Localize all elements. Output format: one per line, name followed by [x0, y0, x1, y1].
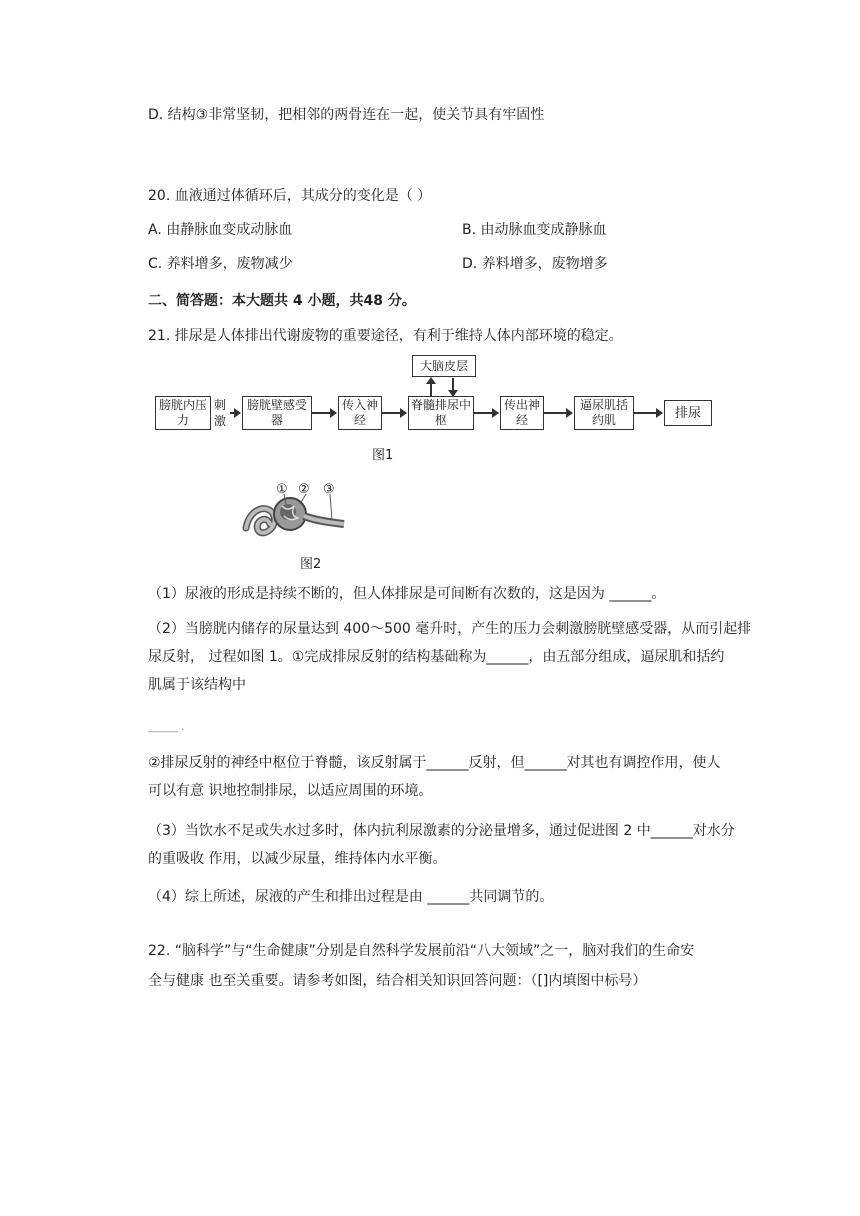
q21-part2b-line2: 可以有意 识地控制排尿，以适应周围的环境。 [148, 783, 433, 799]
arrow-1 [230, 412, 240, 414]
q20-option-d: D. 养料增多，废物增多 [462, 256, 608, 272]
box-bladder-receptor: 膀胱壁感受器 [242, 396, 312, 430]
arrow-6 [634, 412, 662, 414]
q22-line1: 22. “脑科学”与“生命健康”分别是自然科学发展前沿“八大领域”之一，脑对我们的生命安 [148, 943, 695, 959]
figure2-caption: 图2 [300, 557, 322, 572]
q20-option-b: B. 由动脉血变成静脉血 [462, 222, 607, 238]
arrow-2 [312, 412, 336, 414]
q21-stem: 21. 排尿是人体排出代谢废物的重要途径，有利于维持人体内部环境的稳定。 [148, 328, 623, 344]
q20-option-a: A. 由静脉血变成动脉血 [148, 222, 293, 238]
box-spinal-center: 脊髓排尿中枢 [408, 396, 474, 430]
label-2: ② [298, 482, 310, 497]
box-cerebral-cortex: 大脑皮层 [412, 355, 476, 377]
box-urination: 排尿 [664, 400, 712, 426]
box-muscles: 逼尿肌括约肌 [574, 396, 634, 430]
figure1-caption: 图1 [372, 448, 394, 463]
q21-part1: （1）尿液的形成是持续不断的，但人体排尿是可间断有次数的，这是因为 ______。 [148, 586, 666, 602]
q20-option-c: C. 养料增多，废物减少 [148, 256, 293, 272]
q19-option-d: D. 结构③非常坚韧，把相邻的两骨连在一起，使关节具有牢固性 [148, 107, 545, 123]
q20-stem: 20. 血液通过体循环后，其成分的变化是（ ） [148, 188, 432, 204]
q21-part2-blank: ______ . [148, 722, 185, 733]
box-efferent-nerve: 传出神经 [500, 396, 544, 430]
q22-line2: 全与健康 也至关重要。请参考如图，结合相关知识回答问题：（[]内填图中标号） [148, 973, 647, 989]
q21-part2-line3: 肌属于该结构中 [148, 677, 246, 693]
q21-part2-line1: （2）当膀胱内储存的尿量达到 400～500 毫升时，产生的压力会刺激膀胱壁感受器，从而引起排 [148, 621, 752, 637]
section-title: 二、简答题：本大题共 4 小题，共48 分。 [148, 293, 416, 309]
arrow-4 [474, 412, 498, 414]
q21-part3-line2: 的重吸收 作用，以减少尿量，维持体内水平衡。 [148, 851, 447, 867]
box-afferent-nerve: 传入神经 [338, 396, 382, 430]
q21-part3-line1: （3）当饮水不足或失水过多时，体内抗利尿激素的分泌量增多，通过促进图 2 中______对水分 [148, 823, 735, 839]
arrow-up-head [426, 377, 436, 384]
stimulus-label: 刺激 [214, 398, 227, 428]
q21-part4: （4）综上所述，尿液的产生和排出过程是由 ______共同调节的。 [148, 889, 554, 905]
arrow-5 [544, 412, 572, 414]
label-3: ③ [323, 482, 335, 497]
label-1: ① [276, 482, 288, 497]
box-bladder-pressure: 膀胱内压力 [155, 396, 211, 430]
q21-part2-line2: 尿反射， 过程如图 1。①完成排尿反射的结构基础称为______，由五部分组成，逼尿肌和括约 [148, 649, 725, 665]
arrow-3 [382, 412, 406, 414]
q21-part2b-line1: ②排尿反射的神经中枢位于脊髓，该反射属于______反射，但______对其也有调控作用，使人 [148, 755, 721, 771]
